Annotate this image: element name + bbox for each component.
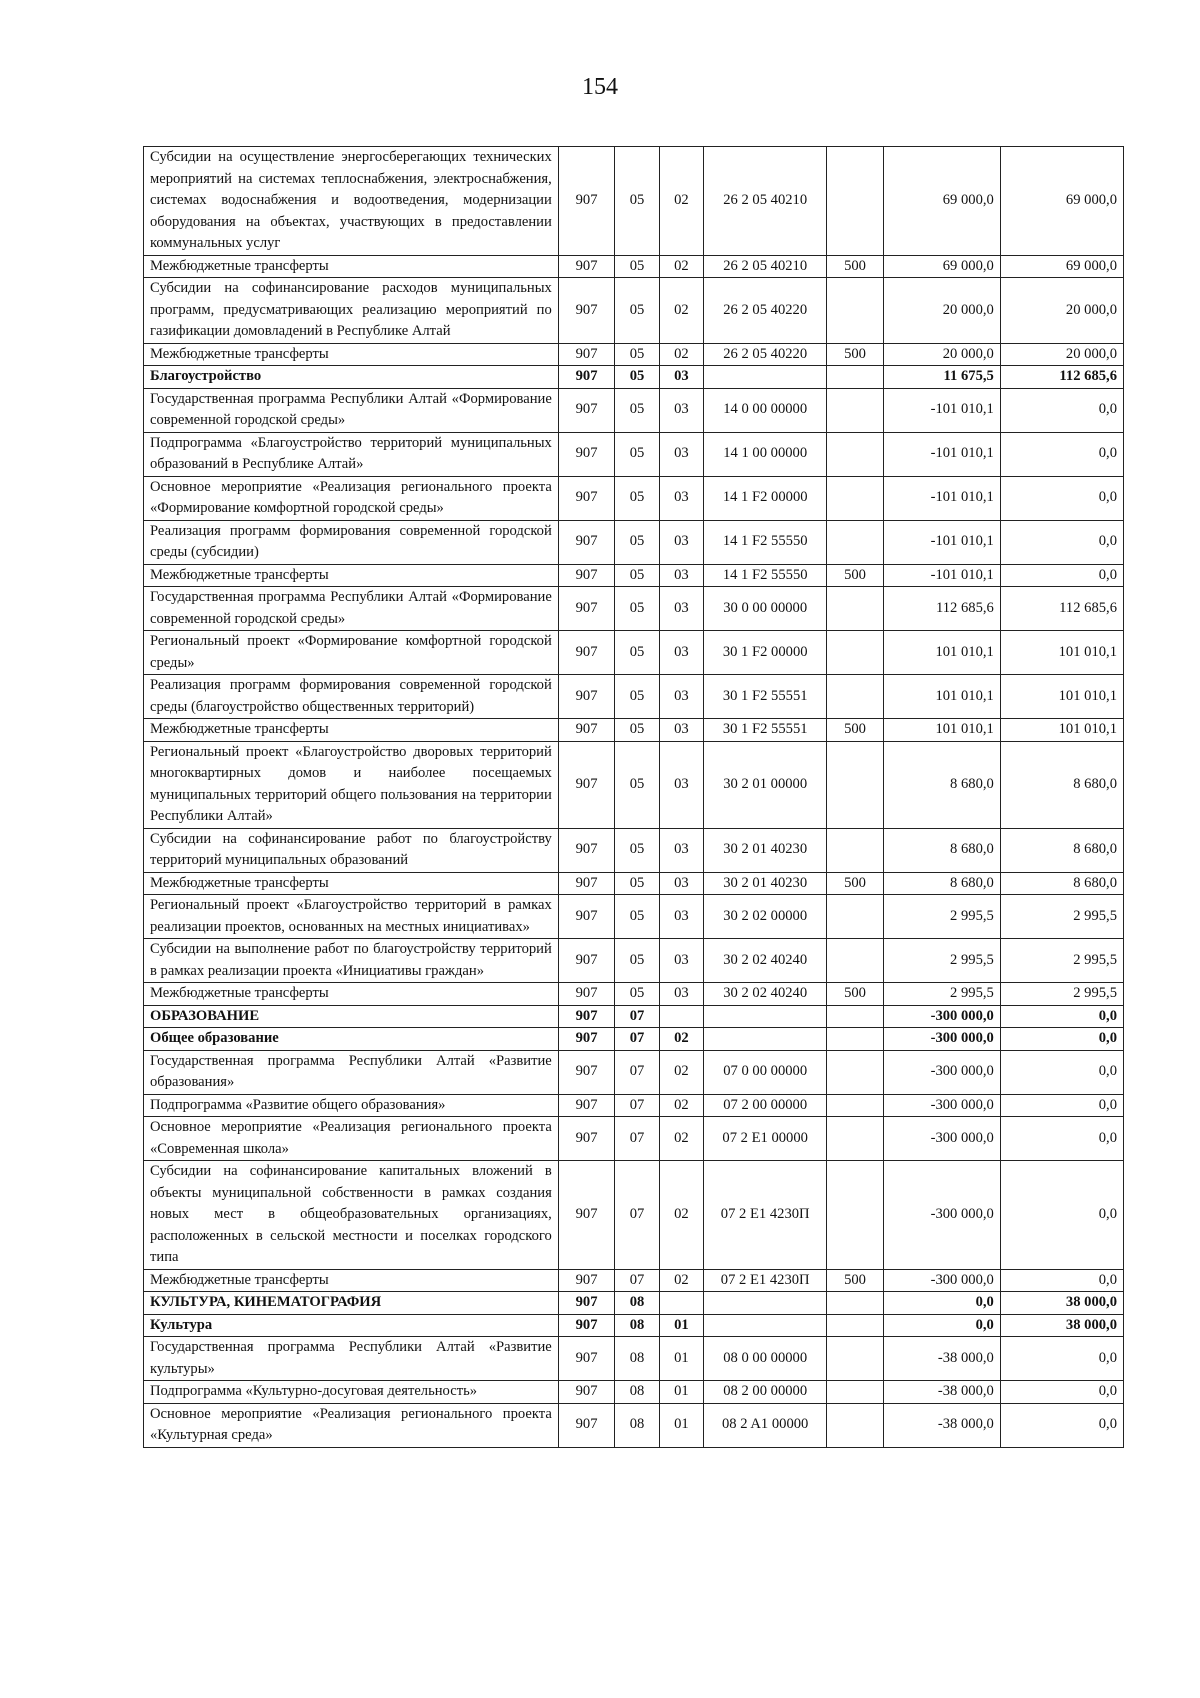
table-row (144, 1337, 1124, 1381)
row-amount-1-cell: 101 010,1 (883, 631, 1000, 675)
row-section-cell: 05 (615, 366, 659, 389)
table-row (144, 1028, 1124, 1051)
row-section-cell: 05 (615, 343, 659, 366)
row-expense-type-cell (827, 1314, 884, 1337)
row-grbs-cell: 907 (558, 476, 615, 520)
row-subsection-cell: 03 (659, 828, 703, 872)
row-subsection-cell: 02 (659, 1161, 703, 1270)
row-name-cell: Региональный проект «Благоустройство территорий в рамках реализации проектов, основанных на местных инициативах» (144, 895, 559, 939)
row-target-article-cell: 08 0 00 00000 (704, 1337, 827, 1381)
row-grbs-cell: 907 (558, 719, 615, 742)
row-expense-type-cell (827, 675, 884, 719)
row-subsection-cell: 02 (659, 1050, 703, 1094)
row-amount-2-cell: 101 010,1 (1000, 675, 1123, 719)
row-grbs-cell: 907 (558, 1337, 615, 1381)
row-grbs-cell: 907 (558, 278, 615, 344)
row-target-article-cell: 30 0 00 00000 (704, 587, 827, 631)
row-expense-type-cell (827, 1292, 884, 1315)
row-target-article-cell: 30 2 02 00000 (704, 895, 827, 939)
row-grbs-cell: 907 (558, 343, 615, 366)
row-section-cell: 05 (615, 587, 659, 631)
row-section-cell: 05 (615, 520, 659, 564)
row-amount-2-cell: 112 685,6 (1000, 366, 1123, 389)
row-amount-2-cell: 0,0 (1000, 564, 1123, 587)
row-expense-type-cell (827, 828, 884, 872)
row-section-cell: 05 (615, 476, 659, 520)
row-section-cell: 05 (615, 872, 659, 895)
row-expense-type-cell (827, 278, 884, 344)
row-section-cell: 05 (615, 741, 659, 828)
row-grbs-cell: 907 (558, 741, 615, 828)
table-row (144, 255, 1124, 278)
row-target-article-cell: 07 2 E1 00000 (704, 1117, 827, 1161)
row-amount-2-cell: 20 000,0 (1000, 278, 1123, 344)
row-amount-2-cell: 69 000,0 (1000, 255, 1123, 278)
row-amount-2-cell: 0,0 (1000, 1028, 1123, 1051)
row-name-cell: Межбюджетные трансферты (144, 1269, 559, 1292)
row-amount-1-cell: 8 680,0 (883, 741, 1000, 828)
row-grbs-cell: 907 (558, 147, 615, 256)
row-amount-1-cell: -300 000,0 (883, 1005, 1000, 1028)
row-target-article-cell: 14 1 00 00000 (704, 432, 827, 476)
row-name-cell: Региональный проект «Благоустройство дворовых территорий многоквартирных домов и наиболее посещаемых муниципальных территорий общего пользования на территории Республики Алтай» (144, 741, 559, 828)
row-name-cell: ОБРАЗОВАНИЕ (144, 1005, 559, 1028)
row-subsection-cell: 02 (659, 255, 703, 278)
table-row (144, 432, 1124, 476)
row-name-cell: Основное мероприятие «Реализация регионального проекта «Современная школа» (144, 1117, 559, 1161)
row-name-cell: Культура (144, 1314, 559, 1337)
table-row (144, 895, 1124, 939)
row-expense-type-cell: 500 (827, 719, 884, 742)
row-amount-2-cell: 0,0 (1000, 1005, 1123, 1028)
row-target-article-cell: 30 1 F2 55551 (704, 675, 827, 719)
row-subsection-cell: 02 (659, 1117, 703, 1161)
table-row (144, 476, 1124, 520)
row-subsection-cell: 02 (659, 1094, 703, 1117)
row-amount-2-cell: 8 680,0 (1000, 828, 1123, 872)
row-name-cell: Подпрограмма «Культурно-досуговая деятельность» (144, 1381, 559, 1404)
row-expense-type-cell (827, 1050, 884, 1094)
row-subsection-cell: 02 (659, 1028, 703, 1051)
row-section-cell: 05 (615, 983, 659, 1006)
row-subsection-cell (659, 1292, 703, 1315)
row-subsection-cell: 01 (659, 1403, 703, 1447)
row-target-article-cell (704, 366, 827, 389)
row-amount-1-cell: 101 010,1 (883, 675, 1000, 719)
row-expense-type-cell (827, 939, 884, 983)
row-amount-2-cell: 0,0 (1000, 520, 1123, 564)
row-amount-2-cell: 8 680,0 (1000, 872, 1123, 895)
row-amount-2-cell: 0,0 (1000, 432, 1123, 476)
row-target-article-cell (704, 1292, 827, 1315)
table-row (144, 872, 1124, 895)
row-target-article-cell: 30 2 01 00000 (704, 741, 827, 828)
row-amount-1-cell: 20 000,0 (883, 278, 1000, 344)
row-grbs-cell: 907 (558, 388, 615, 432)
row-section-cell: 08 (615, 1403, 659, 1447)
row-amount-2-cell: 112 685,6 (1000, 587, 1123, 631)
row-grbs-cell: 907 (558, 675, 615, 719)
row-subsection-cell: 01 (659, 1337, 703, 1381)
row-section-cell: 07 (615, 1161, 659, 1270)
row-expense-type-cell (827, 1117, 884, 1161)
row-expense-type-cell (827, 520, 884, 564)
row-amount-1-cell: -300 000,0 (883, 1117, 1000, 1161)
row-amount-2-cell: 0,0 (1000, 1269, 1123, 1292)
row-amount-2-cell: 0,0 (1000, 1161, 1123, 1270)
row-grbs-cell: 907 (558, 432, 615, 476)
row-target-article-cell: 30 2 01 40230 (704, 872, 827, 895)
row-amount-1-cell: 69 000,0 (883, 255, 1000, 278)
row-grbs-cell: 907 (558, 1161, 615, 1270)
row-name-cell: Реализация программ формирования современной городской среды (субсидии) (144, 520, 559, 564)
row-name-cell: Межбюджетные трансферты (144, 343, 559, 366)
row-grbs-cell: 907 (558, 939, 615, 983)
row-section-cell: 05 (615, 675, 659, 719)
row-amount-2-cell: 0,0 (1000, 1381, 1123, 1404)
row-grbs-cell: 907 (558, 983, 615, 1006)
row-amount-2-cell: 0,0 (1000, 388, 1123, 432)
row-section-cell: 08 (615, 1292, 659, 1315)
row-section-cell: 07 (615, 1050, 659, 1094)
row-amount-2-cell: 0,0 (1000, 1050, 1123, 1094)
row-target-article-cell: 26 2 05 40210 (704, 255, 827, 278)
row-target-article-cell: 26 2 05 40210 (704, 147, 827, 256)
row-target-article-cell: 30 2 02 40240 (704, 983, 827, 1006)
table-row (144, 719, 1124, 742)
table-row (144, 366, 1124, 389)
row-subsection-cell: 03 (659, 366, 703, 389)
row-target-article-cell: 30 2 02 40240 (704, 939, 827, 983)
row-amount-2-cell: 101 010,1 (1000, 719, 1123, 742)
row-amount-1-cell: 112 685,6 (883, 587, 1000, 631)
row-amount-1-cell: -300 000,0 (883, 1094, 1000, 1117)
row-name-cell: Межбюджетные трансферты (144, 564, 559, 587)
row-amount-2-cell: 0,0 (1000, 1117, 1123, 1161)
row-amount-1-cell: -101 010,1 (883, 564, 1000, 587)
row-amount-2-cell: 0,0 (1000, 1094, 1123, 1117)
row-grbs-cell: 907 (558, 1005, 615, 1028)
row-grbs-cell: 907 (558, 587, 615, 631)
row-amount-1-cell: 2 995,5 (883, 983, 1000, 1006)
row-grbs-cell: 907 (558, 1269, 615, 1292)
row-subsection-cell: 02 (659, 278, 703, 344)
row-subsection-cell: 03 (659, 939, 703, 983)
row-name-cell: Государственная программа Республики Алтай «Формирование современной городской среды» (144, 388, 559, 432)
row-target-article-cell: 26 2 05 40220 (704, 278, 827, 344)
row-target-article-cell: 14 1 F2 55550 (704, 564, 827, 587)
table-row (144, 1117, 1124, 1161)
table-row (144, 147, 1124, 256)
row-section-cell: 07 (615, 1269, 659, 1292)
row-grbs-cell: 907 (558, 1403, 615, 1447)
table-row (144, 1292, 1124, 1315)
row-expense-type-cell (827, 476, 884, 520)
row-amount-2-cell: 2 995,5 (1000, 939, 1123, 983)
row-subsection-cell: 03 (659, 872, 703, 895)
row-expense-type-cell: 500 (827, 343, 884, 366)
row-section-cell: 07 (615, 1094, 659, 1117)
row-target-article-cell: 08 2 A1 00000 (704, 1403, 827, 1447)
row-amount-2-cell: 0,0 (1000, 476, 1123, 520)
row-amount-1-cell: -101 010,1 (883, 520, 1000, 564)
row-amount-1-cell: -38 000,0 (883, 1381, 1000, 1404)
row-name-cell: Межбюджетные трансферты (144, 255, 559, 278)
row-target-article-cell: 30 1 F2 00000 (704, 631, 827, 675)
row-expense-type-cell: 500 (827, 1269, 884, 1292)
row-grbs-cell: 907 (558, 1381, 615, 1404)
row-amount-1-cell: 8 680,0 (883, 872, 1000, 895)
page-number: 154 (582, 74, 618, 100)
row-target-article-cell (704, 1314, 827, 1337)
row-name-cell: Субсидии на софинансирование капитальных вложений в объекты муниципальной собственности в рамках создания новых мест в общеобразовательных организациях, расположенных в сельской местности и поселках городского типа (144, 1161, 559, 1270)
row-name-cell: Межбюджетные трансферты (144, 872, 559, 895)
table-row (144, 1161, 1124, 1270)
row-expense-type-cell (827, 895, 884, 939)
row-amount-1-cell: -101 010,1 (883, 388, 1000, 432)
row-grbs-cell: 907 (558, 872, 615, 895)
row-grbs-cell: 907 (558, 564, 615, 587)
row-amount-1-cell: -300 000,0 (883, 1050, 1000, 1094)
table-row (144, 564, 1124, 587)
row-amount-1-cell: -300 000,0 (883, 1269, 1000, 1292)
row-target-article-cell: 30 2 01 40230 (704, 828, 827, 872)
table-row (144, 1381, 1124, 1404)
row-target-article-cell: 07 2 00 00000 (704, 1094, 827, 1117)
row-section-cell: 05 (615, 719, 659, 742)
row-subsection-cell: 02 (659, 343, 703, 366)
row-grbs-cell: 907 (558, 1117, 615, 1161)
row-subsection-cell: 03 (659, 520, 703, 564)
row-amount-2-cell: 38 000,0 (1000, 1314, 1123, 1337)
row-grbs-cell: 907 (558, 1028, 615, 1051)
table-row (144, 1314, 1124, 1337)
row-name-cell: Межбюджетные трансферты (144, 719, 559, 742)
row-expense-type-cell: 500 (827, 983, 884, 1006)
row-amount-2-cell: 101 010,1 (1000, 631, 1123, 675)
row-expense-type-cell: 500 (827, 564, 884, 587)
row-amount-1-cell: -300 000,0 (883, 1161, 1000, 1270)
table-row (144, 1269, 1124, 1292)
row-amount-2-cell: 2 995,5 (1000, 983, 1123, 1006)
row-expense-type-cell (827, 1161, 884, 1270)
row-grbs-cell: 907 (558, 1314, 615, 1337)
row-target-article-cell: 07 2 E1 4230П (704, 1269, 827, 1292)
row-subsection-cell: 03 (659, 719, 703, 742)
row-name-cell: Основное мероприятие «Реализация регионального проекта «Культурная среда» (144, 1403, 559, 1447)
row-section-cell: 05 (615, 564, 659, 587)
row-amount-1-cell: -38 000,0 (883, 1337, 1000, 1381)
row-amount-2-cell: 0,0 (1000, 1337, 1123, 1381)
row-amount-1-cell: -38 000,0 (883, 1403, 1000, 1447)
row-name-cell: Подпрограмма «Развитие общего образования» (144, 1094, 559, 1117)
row-expense-type-cell (827, 366, 884, 389)
row-name-cell: Субсидии на выполнение работ по благоустройству территорий в рамках реализации проекта «Инициативы граждан» (144, 939, 559, 983)
row-name-cell: Общее образование (144, 1028, 559, 1051)
row-expense-type-cell (827, 1005, 884, 1028)
row-amount-2-cell: 0,0 (1000, 1403, 1123, 1447)
table-row (144, 343, 1124, 366)
row-target-article-cell: 14 1 F2 55550 (704, 520, 827, 564)
row-amount-1-cell: 0,0 (883, 1292, 1000, 1315)
row-name-cell: Региональный проект «Формирование комфортной городской среды» (144, 631, 559, 675)
row-name-cell: Государственная программа Республики Алтай «Формирование современной городской среды» (144, 587, 559, 631)
row-grbs-cell: 907 (558, 1050, 615, 1094)
row-target-article-cell: 07 0 00 00000 (704, 1050, 827, 1094)
row-target-article-cell: 08 2 00 00000 (704, 1381, 827, 1404)
table-row (144, 520, 1124, 564)
row-amount-2-cell: 38 000,0 (1000, 1292, 1123, 1315)
row-name-cell: Государственная программа Республики Алтай «Развитие культуры» (144, 1337, 559, 1381)
row-target-article-cell: 14 1 F2 00000 (704, 476, 827, 520)
row-grbs-cell: 907 (558, 520, 615, 564)
row-section-cell: 05 (615, 432, 659, 476)
table-row (144, 388, 1124, 432)
table-row (144, 278, 1124, 344)
row-target-article-cell: 26 2 05 40220 (704, 343, 827, 366)
row-expense-type-cell: 500 (827, 255, 884, 278)
table-row (144, 939, 1124, 983)
row-subsection-cell: 03 (659, 564, 703, 587)
row-subsection-cell: 03 (659, 432, 703, 476)
row-amount-1-cell: -300 000,0 (883, 1028, 1000, 1051)
row-subsection-cell: 03 (659, 388, 703, 432)
row-amount-1-cell: -101 010,1 (883, 476, 1000, 520)
row-expense-type-cell (827, 631, 884, 675)
row-subsection-cell: 03 (659, 631, 703, 675)
budget-table (143, 146, 1124, 1448)
table-row (144, 1094, 1124, 1117)
row-subsection-cell: 02 (659, 147, 703, 256)
row-section-cell: 05 (615, 828, 659, 872)
row-grbs-cell: 907 (558, 366, 615, 389)
row-name-cell: Субсидии на осуществление энергосберегающих технических мероприятий на системах теплоснабжения, электроснабжения, системах водоснабжения и водоотведения, модернизации оборудования на объектах, участвующих в предоставлении коммунальных услуг (144, 147, 559, 256)
row-expense-type-cell (827, 1403, 884, 1447)
row-name-cell: Государственная программа Республики Алтай «Развитие образования» (144, 1050, 559, 1094)
row-expense-type-cell (827, 741, 884, 828)
row-subsection-cell: 03 (659, 983, 703, 1006)
row-amount-2-cell: 69 000,0 (1000, 147, 1123, 256)
row-name-cell: Субсидии на софинансирование работ по благоустройству территорий муниципальных образований (144, 828, 559, 872)
row-subsection-cell (659, 1005, 703, 1028)
row-amount-1-cell: 11 675,5 (883, 366, 1000, 389)
row-target-article-cell: 30 1 F2 55551 (704, 719, 827, 742)
row-subsection-cell: 03 (659, 587, 703, 631)
row-expense-type-cell (827, 587, 884, 631)
row-expense-type-cell (827, 1337, 884, 1381)
row-subsection-cell: 03 (659, 675, 703, 719)
row-target-article-cell (704, 1028, 827, 1051)
row-target-article-cell (704, 1005, 827, 1028)
row-grbs-cell: 907 (558, 828, 615, 872)
row-expense-type-cell (827, 1381, 884, 1404)
row-expense-type-cell: 500 (827, 872, 884, 895)
row-subsection-cell: 01 (659, 1381, 703, 1404)
row-subsection-cell: 03 (659, 895, 703, 939)
row-amount-1-cell: 0,0 (883, 1314, 1000, 1337)
row-grbs-cell: 907 (558, 1094, 615, 1117)
row-name-cell: КУЛЬТУРА, КИНЕМАТОГРАФИЯ (144, 1292, 559, 1315)
row-amount-1-cell: 20 000,0 (883, 343, 1000, 366)
row-section-cell: 08 (615, 1381, 659, 1404)
row-section-cell: 05 (615, 147, 659, 256)
row-subsection-cell: 01 (659, 1314, 703, 1337)
table-row (144, 631, 1124, 675)
row-section-cell: 07 (615, 1028, 659, 1051)
row-section-cell: 07 (615, 1005, 659, 1028)
row-target-article-cell: 14 0 00 00000 (704, 388, 827, 432)
row-section-cell: 07 (615, 1117, 659, 1161)
row-name-cell: Основное мероприятие «Реализация регионального проекта «Формирование комфортной городской среды» (144, 476, 559, 520)
row-section-cell: 05 (615, 278, 659, 344)
row-subsection-cell: 02 (659, 1269, 703, 1292)
row-section-cell: 05 (615, 255, 659, 278)
row-name-cell: Субсидии на софинансирование расходов муниципальных программ, предусматривающих реализацию мероприятий по газификации домовладений в Республике Алтай (144, 278, 559, 344)
row-amount-1-cell: 101 010,1 (883, 719, 1000, 742)
table-row (144, 675, 1124, 719)
table-row (144, 828, 1124, 872)
row-grbs-cell: 907 (558, 255, 615, 278)
row-expense-type-cell (827, 1094, 884, 1117)
row-target-article-cell: 07 2 E1 4230П (704, 1161, 827, 1270)
row-expense-type-cell (827, 147, 884, 256)
row-expense-type-cell (827, 1028, 884, 1051)
row-grbs-cell: 907 (558, 631, 615, 675)
row-amount-1-cell: 2 995,5 (883, 895, 1000, 939)
row-name-cell: Межбюджетные трансферты (144, 983, 559, 1006)
table-row (144, 1005, 1124, 1028)
table-row (144, 587, 1124, 631)
row-subsection-cell: 03 (659, 476, 703, 520)
row-amount-1-cell: 69 000,0 (883, 147, 1000, 256)
row-section-cell: 08 (615, 1314, 659, 1337)
table-row (144, 741, 1124, 828)
row-section-cell: 05 (615, 388, 659, 432)
row-section-cell: 05 (615, 895, 659, 939)
row-amount-2-cell: 20 000,0 (1000, 343, 1123, 366)
row-name-cell: Подпрограмма «Благоустройство территорий муниципальных образований в Республике Алтай» (144, 432, 559, 476)
row-amount-1-cell: 2 995,5 (883, 939, 1000, 983)
row-amount-1-cell: 8 680,0 (883, 828, 1000, 872)
row-grbs-cell: 907 (558, 1292, 615, 1315)
row-amount-1-cell: -101 010,1 (883, 432, 1000, 476)
row-subsection-cell: 03 (659, 741, 703, 828)
row-expense-type-cell (827, 388, 884, 432)
row-section-cell: 05 (615, 631, 659, 675)
row-section-cell: 08 (615, 1337, 659, 1381)
table-row (144, 1050, 1124, 1094)
row-section-cell: 05 (615, 939, 659, 983)
row-grbs-cell: 907 (558, 895, 615, 939)
row-amount-2-cell: 2 995,5 (1000, 895, 1123, 939)
row-amount-2-cell: 8 680,0 (1000, 741, 1123, 828)
row-expense-type-cell (827, 432, 884, 476)
table-row (144, 1403, 1124, 1447)
table-row (144, 983, 1124, 1006)
row-name-cell: Реализация программ формирования современной городской среды (благоустройство общественных территорий) (144, 675, 559, 719)
row-name-cell: Благоустройство (144, 366, 559, 389)
